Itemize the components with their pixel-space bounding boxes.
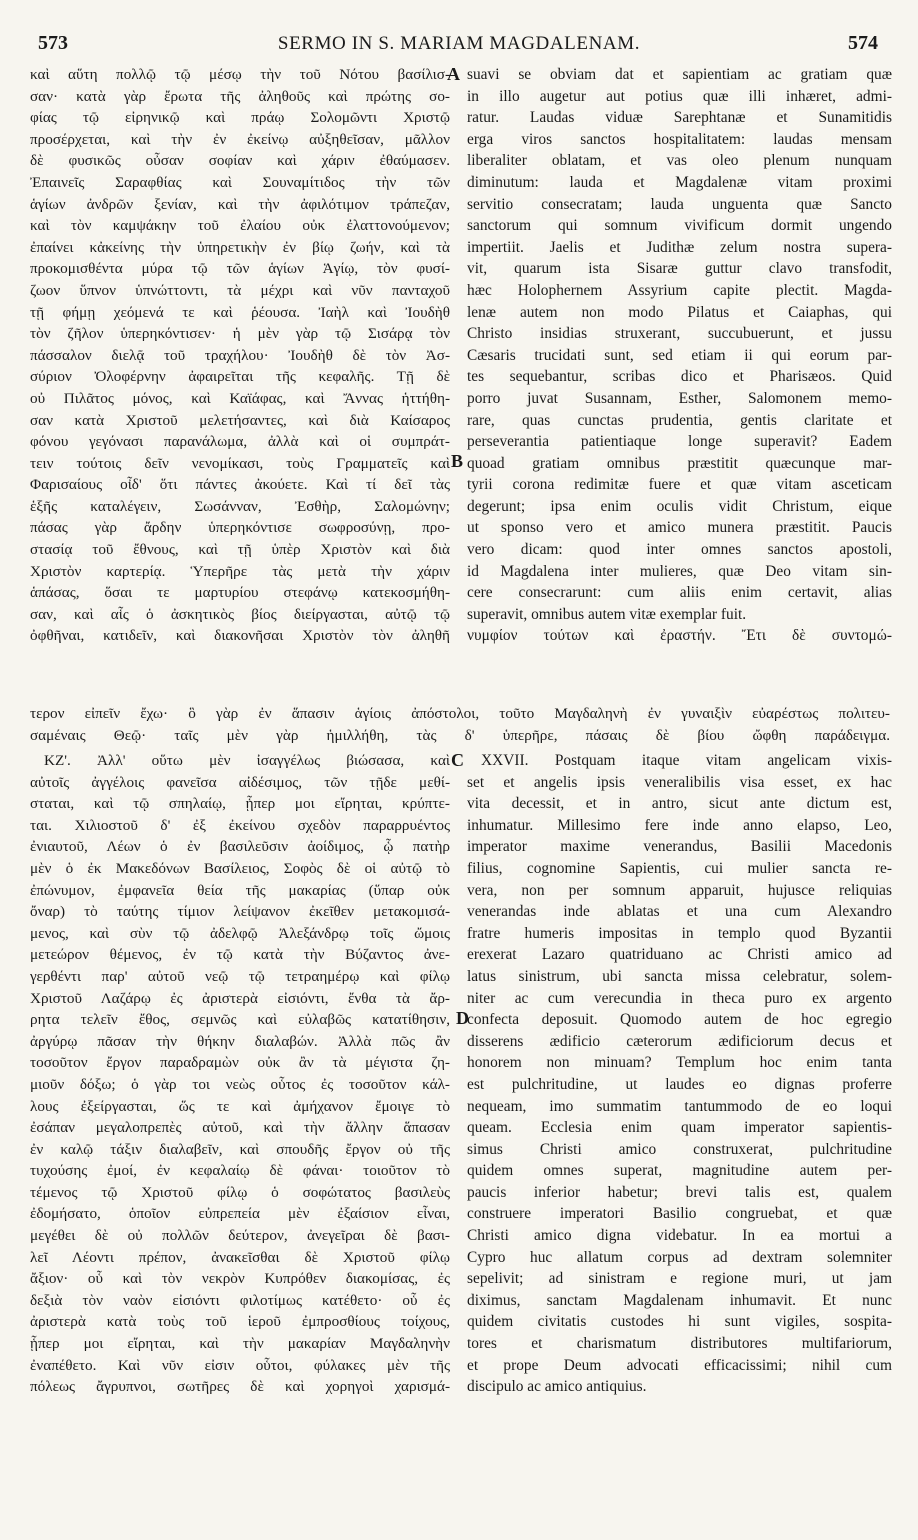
text-line: Cæsaris trucidati sunt, sed etiam ii qui eorum par- [467, 346, 892, 364]
text-line: vera, non per somnum apparuit, hujusce reliquias [467, 881, 892, 899]
text-line: queam. Ecclesia enim quam imperator sapientis- [467, 1119, 892, 1137]
text-line: erexerat Lazaro quatriduano ac Christi amico ad [467, 946, 892, 964]
text-line: servitio consecratam; lauda unguenta quæ Sancto [467, 195, 892, 213]
text-line: ut sponso vero et amico munera præstitit. Paucis [467, 519, 892, 537]
text-line: quoad gratiam omnibus præstitit quæcunque mar- [467, 454, 892, 472]
text-line: προσέρχεται, καὶ τὴν ἐν ἐκείνῳ αὐξηθεῖσαν, μᾶλλον [30, 130, 450, 148]
text-line: νυμφίον τούτων καὶ ἐραστήν. Ἔτι δὲ συντομώ- [467, 627, 892, 645]
text-line: τῇ φήμῃ χεόμενά τε καὶ ῥέουσα. Ἰαὴλ καὶ Ἰουδὴθ [30, 303, 450, 321]
text-line: degerunt; ipsa enim oculis vidit Christum, eique [467, 497, 892, 515]
text-line: simus Christi amico construxerat, pulchritudine [467, 1140, 892, 1158]
text-line: Ἐπαινεῖς Σαραφθίας καὶ Σουναμίτιδος τὴν τῶν [30, 173, 450, 191]
text-line: φίας τῷ εἰρηνικῷ καὶ πράῳ Σολομῶντι Χριστῷ [30, 109, 450, 127]
text-line: τέμενος τῷ Χριστοῦ φίλῳ ὁ σοφώτατος βασιλεὺς [30, 1183, 450, 1201]
text-line: μενος, καὶ σὺν τῷ ἀδελφῷ Ἀλεξάνδρῳ τοῖς ὤμοις [30, 924, 450, 942]
text-line: fratre humeris impositas in templo quod Byzantii [467, 924, 892, 942]
text-line: προκομισθέντα μύρα τῷ τῶν ἁγίων Ἁγίῳ, τὸν φυσί- [30, 260, 450, 278]
text-line: rare, quas cunctas prudentia, gentis claritate et [467, 411, 892, 429]
text-line: σύριον Ὀλοφέρνην ἀφαιρεῖται τῆς κεφαλῆς. Τῇ δὲ [30, 368, 450, 386]
text-line: ἀργύρῳ πᾶσαν τὴν θήκην διαλαβών. Ἀλλὰ πῶς ἂν [30, 1032, 450, 1050]
text-line: ἐσάπαν μεγαλοπρεπὲς αὐτοῦ, καὶ τὴν ἄλλην ἅπασαν [30, 1119, 450, 1137]
text-line: ζωον ὕπνον ὑπνώττοντι, τὰ μέχρι καὶ νῦν πανταχοῦ [30, 281, 450, 299]
text-line: μετεώρον θέμενος, ἐν τῷ κατὰ τὴν Βύζαντος ἀνε- [30, 946, 450, 964]
text-line: vita decessit, et in antro, sicut ante dictum est, [467, 795, 892, 813]
text-line: ᾗπερ μοι εἴρηται, καὶ τὴν μακαρίαν Μαγδαληνὴν [30, 1335, 450, 1353]
text-line: τοσοῦτον ἔργον παραδραμὼν οὐκ ἂν τὰ μέγιστα ζη- [30, 1054, 450, 1072]
text-line: Χριστοῦ Λαζάρῳ ἐς ἀριστερὰ εἰσιόντι, ἔνθα τὰ ἄρ- [30, 989, 450, 1007]
text-line: στασίᾳ τοῦ ἔθνους, καὶ τῇ ὑπὲρ Χριστὸν καὶ διὰ [30, 541, 450, 559]
text-line: δὲ φυσικῶς οὖσαν σοφίαν καὶ χάριν ἐθαύμασεν. [30, 152, 450, 170]
text-line: ἑξῆς καταλέγειν, Σωσάνναν, Ἐσθὴρ, Σαλομώνην; [30, 497, 450, 515]
text-line: inhumatur. Millesimo fere inde anno elapso, Leo, [467, 816, 892, 834]
text-line: πάσσαλον διελᾷ τοῦ τραχήλου· Ἰουδὴθ δὲ τὸν Ἀσ- [30, 346, 450, 364]
text-line: niter ac cum verecundia in theca puro ex argento [467, 989, 892, 1007]
text-line: suavi se obviam dat et sapientiam ac gratiam quæ [467, 66, 892, 83]
text-line: τυχούσης ἐμοί, ἐν κεφαλαίῳ δὲ φάναι· τοιοῦτον τὸ [30, 1162, 450, 1180]
text-line: sanctorum qui somnum vivificum dormit ungendo [467, 217, 892, 235]
latin-column-top [467, 64, 892, 647]
text-line: ὀφθῆναι, κατιδεῖν, καὶ διακονῆσαι Χριστὸν τὸν ἀληθῆ [30, 627, 450, 645]
text-line: αὐτοῖς ἀγγέλοις φανεῖσα αἰδέσιμος, τῶν τῇδε μεθί- [30, 773, 450, 791]
text-line: ται. Χιλιοστοῦ δ' ἐξ ἐκείνου σχεδὸν παραρρυέντος [30, 816, 450, 834]
text-line: tes sequebantur, scribas dico et Pharisæos. Quid [467, 368, 892, 386]
page-header [30, 28, 888, 58]
text-line: filius, cognomine Sapientis, cui mulier sancta re- [467, 859, 892, 877]
text-line: ἁγίων ἀνδρῶν ξενίαν, καὶ τὴν ἀφιλότιμον τράπεζαν, [30, 195, 450, 213]
running-title: SERMO IN S. MARIAM MAGDALENAM. [277, 33, 641, 54]
text-line: ΚΖ'. Ἀλλ' οὕτω μὲν ἰσαγγέλως βιώσασα, καὶ [44, 752, 450, 769]
text-line: σαν κατὰ Χριστοῦ μελετήσαντες, καὶ διὰ Καίσαρος [30, 411, 450, 429]
text-line: porro juvat Susannam, Esther, Salomonem memo- [467, 389, 892, 407]
text-line: σαν· κατὰ γὰρ ἔρωτα τῆς ἀληθοῦς καὶ πρώτης σο- [30, 87, 450, 105]
text-line: ὄναρ) τὸ ταύτης τίμιον λείψανον ἐκεῖθεν μετακομισά- [30, 903, 450, 921]
text-line: οὐ Πιλᾶτος μόνος, καὶ Καϊάφας, καὶ Ἄννας ἡττήθη- [30, 389, 450, 407]
text-line: ἀριστερὰ κατὰ τοὺς τοῦ ἱεροῦ ἐμπροσθίους τοίχους, [30, 1313, 450, 1331]
margin-marker-a: A [447, 64, 460, 84]
text-line: lenæ autem non modo Pilatus et Caiaphas, qui [467, 303, 892, 321]
text-line: ἐπαίνει κἀκείνης τὴν ὑπηρετικὴν ἐν βίῳ ζωήν, καὶ τὰ [30, 238, 450, 256]
text-line: πάσας γὰρ ἄρδην ὑπερηκόντισε σωφροσύνῃ, προ- [30, 519, 450, 537]
text-line: quidem omnes superat, magnitudine autem per- [467, 1162, 892, 1180]
text-line: honorem non minuam? Templum hoc enim tanta [467, 1054, 892, 1072]
text-line: ἁπάσας, ὅσαι τε μαρτυρίου στεφάνῳ κατεκοσμήθη- [30, 584, 450, 602]
margin-marker-d: D [456, 1008, 469, 1028]
text-line: sepelivit; ad sinistram e regione muri, ut jam [467, 1270, 892, 1288]
text-line: τὸν ζῆλον ὑπερηκόντισεν· ἡ μὲν γὰρ τῷ Σισάρᾳ τὸν [30, 325, 450, 343]
text-line: ἐδομήσατο, ὁποῖον εὐπρεπεία μὲν ἐξαίσιον εἶναι, [30, 1205, 450, 1223]
text-line: φόνου γεγόνασι παρανάλωμα, ἀλλὰ καὶ οἱ συμπράτ- [30, 433, 450, 451]
text-line: σταται, καὶ τῷ σπηλαίῳ, ᾗπερ μοι εἴρηται, κρύπτε- [30, 795, 450, 813]
text-line: μεγέθει δὲ οὐ πολλῶν δεύτερον, ἀνεγεῖραι δὲ βασι- [30, 1227, 450, 1245]
text-line: τερον εἰπεῖν ἔχω· ὃ γὰρ ἐν ἅπασιν ἁγίοις ἀπόστολοι, τοῦτο Μαγδαληνὴ ἐν γυναιξὶν εὐαρέστως πολιτευ- [30, 705, 890, 722]
text-line: δεξιὰ τὸν ναὸν εἰσιόντι φιλοτίμως κατέθετο· οὗ ἐς [30, 1291, 450, 1309]
text-line: λους ἐξείργασται, ὥς τε καὶ ἀμήχανον ἔμοιγε τὸ [30, 1097, 450, 1115]
text-line: disserens ædificio cæterorum ædificiorum decus et [467, 1032, 892, 1050]
text-line: Χριστὸν καρτερίᾳ. Ὑπερῆρε τὰς μετὰ τὴν χάριν [30, 562, 450, 580]
greek-column-top [30, 64, 450, 647]
text-line: vit, quarum ista Sisaræ guttur clavo transfodit, [467, 260, 892, 278]
text-line: μιοῦν δόξω; ὁ γὰρ τοι νεὼς οὗτος ἐς τοσοῦτον κάλ- [30, 1075, 450, 1093]
text-line: discipulo ac amico antiquius. [467, 1378, 647, 1396]
text-line: καὶ αὕτη πολλῷ τῷ μέσῳ τὴν τοῦ Νότου βασίλισ- [30, 66, 450, 83]
text-line: ἐναπέθετο. Καὶ νῦν εἰσιν οὗτοι, φύλακες μὲν τῆς [30, 1356, 450, 1374]
text-line: superavit, omnibus autem vitæ exemplar fuit. [467, 605, 747, 623]
text-line: quidem civitatis custodes hi sunt vigiles, sospita- [467, 1313, 892, 1331]
margin-marker-c: C [451, 750, 464, 770]
text-line: cere consecrarunt: cum aliis enim certavit, alias [467, 584, 892, 602]
text-line: τειν τούτοις δεῖν νενομίκασι, τοὺς Γραμματεῖς καὶ [30, 454, 450, 472]
text-line: paucis inferior habetur; brevi talis est, qualem [467, 1183, 892, 1201]
text-line: πόλεως ἄγρυπνοι, σωτῆρες δὲ καὶ χορηγοὶ χαρισμά- [30, 1378, 450, 1396]
text-line: latus sinistrum, ubi sancta missa celebratur, solem- [467, 967, 892, 985]
text-line: ρητα τελεῖν ἔθος, σεμνῶς καὶ εὐλαβῶς κατατίθησιν, [30, 1011, 450, 1029]
text-line: construere imperatori Basilio congruebat, et quæ [467, 1205, 892, 1223]
text-line: diximus, sanctam Magdalenam inhumavit. Et nunc [467, 1291, 892, 1309]
text-line: vero dicam: quod inter omnes sanctos apostoli, [467, 541, 892, 559]
text-line: confecta deposuit. Quomodo autem de hoc egregio [467, 1011, 892, 1029]
greek-column-bottom [30, 750, 450, 1398]
text-line: erga viros sanctos hospitalitatem: laudas mensam [467, 130, 892, 148]
text-line: imperator maxime venerandus, Basilii Macedonis [467, 838, 892, 856]
text-line: ratur. Laudas viduæ Sarephtanæ et Sunamitidis [467, 109, 892, 127]
text-line: λεῖ Λέοντι πρέπον, ἀνακεῖσθαι δὲ Χριστοῦ φίλῳ [30, 1248, 450, 1266]
text-line: hæc Holophernem Assyrium capite plectit. Magda- [467, 281, 892, 299]
text-line: Φαρισαίους οἶδ' ὅτι πάντες ἀκούετε. Καὶ τί δεῖ τὰς [30, 476, 450, 494]
text-line: tores et charismatum distributores multifariorum, [467, 1335, 892, 1353]
text-line: set et angelis ipsis veneralibilis visa esset, ex hac [467, 773, 892, 791]
text-line: in illo augetur aut potius quæ illi inhæret, admi- [467, 87, 892, 105]
text-line: venerandas inde ablatas et una cum Alexandro [467, 903, 892, 921]
text-line: XXVII. Postquam itaque vitam angelicam vixis- [481, 752, 892, 769]
text-line: μὲν ὁ ἐκ Μακεδόνων Βασίλειος, Σοφὸς δὲ οἱ αὐτῷ τὸ [30, 859, 450, 877]
margin-marker-b: B [451, 451, 464, 471]
text-line: καὶ τὸν καμψάκην τοῦ ἐλαίου οὐκ ἐλαττονούμενον; [30, 217, 450, 235]
latin-column-bottom [467, 750, 892, 1398]
text-line: σαμέναις Θεῷ· ταῖς μὲν γὰρ ἡμιλλήθη, τὰς δ' ὑπερῆρε, πάσαις δὲ βίου ὤφθη παράδειγμα. [30, 726, 890, 744]
right-page-number: 574 [848, 32, 878, 54]
text-line: ἄξιον· οὗ καὶ τὸν νεκρὸν Κυπρόθεν διακομίσας, ἐς [30, 1270, 450, 1288]
text-line: liberaliter oblatam, et vas oleo plenum nunquam [467, 152, 892, 170]
text-line: σαν, καὶ αἷς ὁ ἀσκητικὸς βίος διείργασται, αὐτῷ τῷ [30, 605, 450, 623]
text-line: ἐν καλῷ τάξιν διαλαβεῖν, καὶ σπουδῆς ἔργον οὐ τῆς [30, 1140, 450, 1158]
left-page-number: 573 [38, 32, 68, 54]
text-line: perseverantia patientiaque longe superavit? Eadem [467, 433, 892, 451]
text-line: est pulchritudine, ut laudes eo dignas proferre [467, 1075, 892, 1093]
text-line: nequeam, imo summatim tantummodo de eo loqui [467, 1097, 892, 1115]
text-line: ἐπώνυμον, ἐμφανεῖα θεία τῆς μακαρίας (ὕπαρ οὐκ [30, 881, 450, 899]
shared-greek-lines [30, 703, 890, 746]
text-line: et prope Deum advocati efficacissimi; nihil cum [467, 1356, 892, 1374]
text-line: impertiit. Jaelis et Judithæ zelum nostra supera- [467, 238, 892, 256]
text-line: diminutum: lauda et Magdalenæ vitam proximi [467, 173, 892, 191]
text-line: ἐνιαυτοῦ, Λέων ὁ ἐν βασιλεῦσιν ἀοίδιμος, ᾧ πατὴρ [30, 838, 450, 856]
text-line: Christo insidias struxerant, succubuerunt, et jussu [467, 325, 892, 343]
text-line: Christi amico digna videbatur. In ea mortui a [467, 1227, 892, 1245]
text-line: Cypro huc allatum corpus ad dextram solemniter [467, 1248, 892, 1266]
text-line: tyrii corona redimitæ fuere et quæ vitam asceticam [467, 476, 892, 494]
text-line: id Magdalena inter mulieres, quæ Deo vitam sin- [467, 562, 892, 580]
text-line: γερθέντι παρ' αὐτοῦ νεῷ τῷ τετραημέρῳ καὶ φίλῳ [30, 967, 450, 985]
